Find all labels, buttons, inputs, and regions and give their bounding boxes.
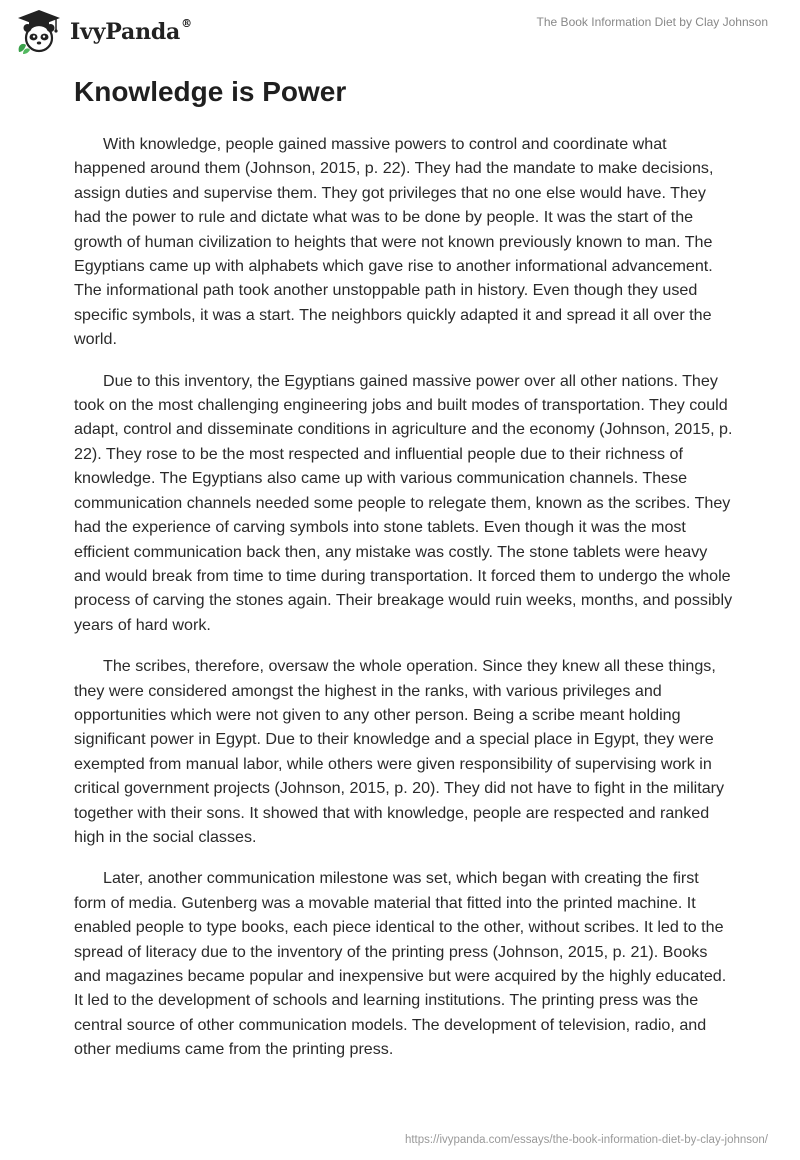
- registered-mark: ®: [181, 16, 192, 30]
- source-url-link[interactable]: https://ivypanda.com/essays/the-book-information-diet-by-clay-johnson/: [404, 1134, 768, 1146]
- paragraph-1: With knowledge, people gained massive powers to control and coordinate what happened around them (Johnson, 2015, p. 22). They had the mandate to make decisions, assign duties and supervise them. They got privileges that no one else would have. They had the power to rule and dictate what was to be done by people. It was the start of the growth of human civilization to heights that were not known previously known to man. The Egyptians came up with alphabets which gave rise to another informational advancement. The informational path took another unstoppable path in history. Even though they used specific symbols, it was a start. The neighbors quickly adapted it and spread it all over the world.: [74, 135, 714, 349]
- article-content: [74, 74, 734, 1079]
- paragraph-2: Due to this inventory, the Egyptians gained massive power over all other nations. They took on the most challenging engineering jobs and built modes of transportation. They could adapt, control and disseminate conditions in agriculture and the economy (Johnson, 2015, p. 22). They rose to be the most respected and influential people due to their richness of knowledge. The Egyptians also came up with various communication channels. These communication channels needed some people to relegate them, known as the scribes. They had the experience of carving symbols into stone tablets. Even though it was the most efficient communication back then, any mistake was costly. The stone tablets were heavy and would break from time to time during transportation. It forced them to undergo the whole process of carving the stones again. Their breakage would ruin weeks, months, and possibly years of hard work.: [74, 371, 733, 634]
- document-title: The Book Information Diet by Clay Johnson: [536, 15, 768, 29]
- paragraph-3: The scribes, therefore, oversaw the whole operation. Since they knew all these things, they were considered amongst the highest in the ranks, with various privileges and opportunities which were not given to any other person. Being a scribe meant holding significant power in Egypt. Due to their knowledge and a special place in Egypt, they were exempted from manual labor, while others were given responsibility of supervising work in critical government projects (Johnson, 2015, p. 20). They did not have to fight in the military together with their sons. It showed that with knowledge, people are respected and ranked high in the social classes.: [74, 657, 725, 846]
- brand-name: [70, 16, 192, 45]
- panda-graduation-cap-logo-icon: [14, 8, 64, 56]
- section-heading: Knowledge is Power: [74, 76, 347, 107]
- page-header: [0, 0, 800, 64]
- brand-name-text: IvyPanda: [70, 19, 181, 45]
- ivypanda-logo[interactable]: [14, 8, 192, 56]
- paragraph-4: Later, another communication milestone was set, which began with creating the first form of media. Gutenberg was a movable material that fitted into the printed machine. It enabled people to type books, each piece identical to the other, without scribes. It led to the spread of literacy due to the inventory of the printing press (Johnson, 2015, p. 21). Books and magazines became popular and inexpensive but were acquired by the highly educated. It led to the development of schools and learning institutions. The printing press was the central source of other communication models. The development of television, radio, and other mediums came from the printing press.: [74, 869, 727, 1059]
